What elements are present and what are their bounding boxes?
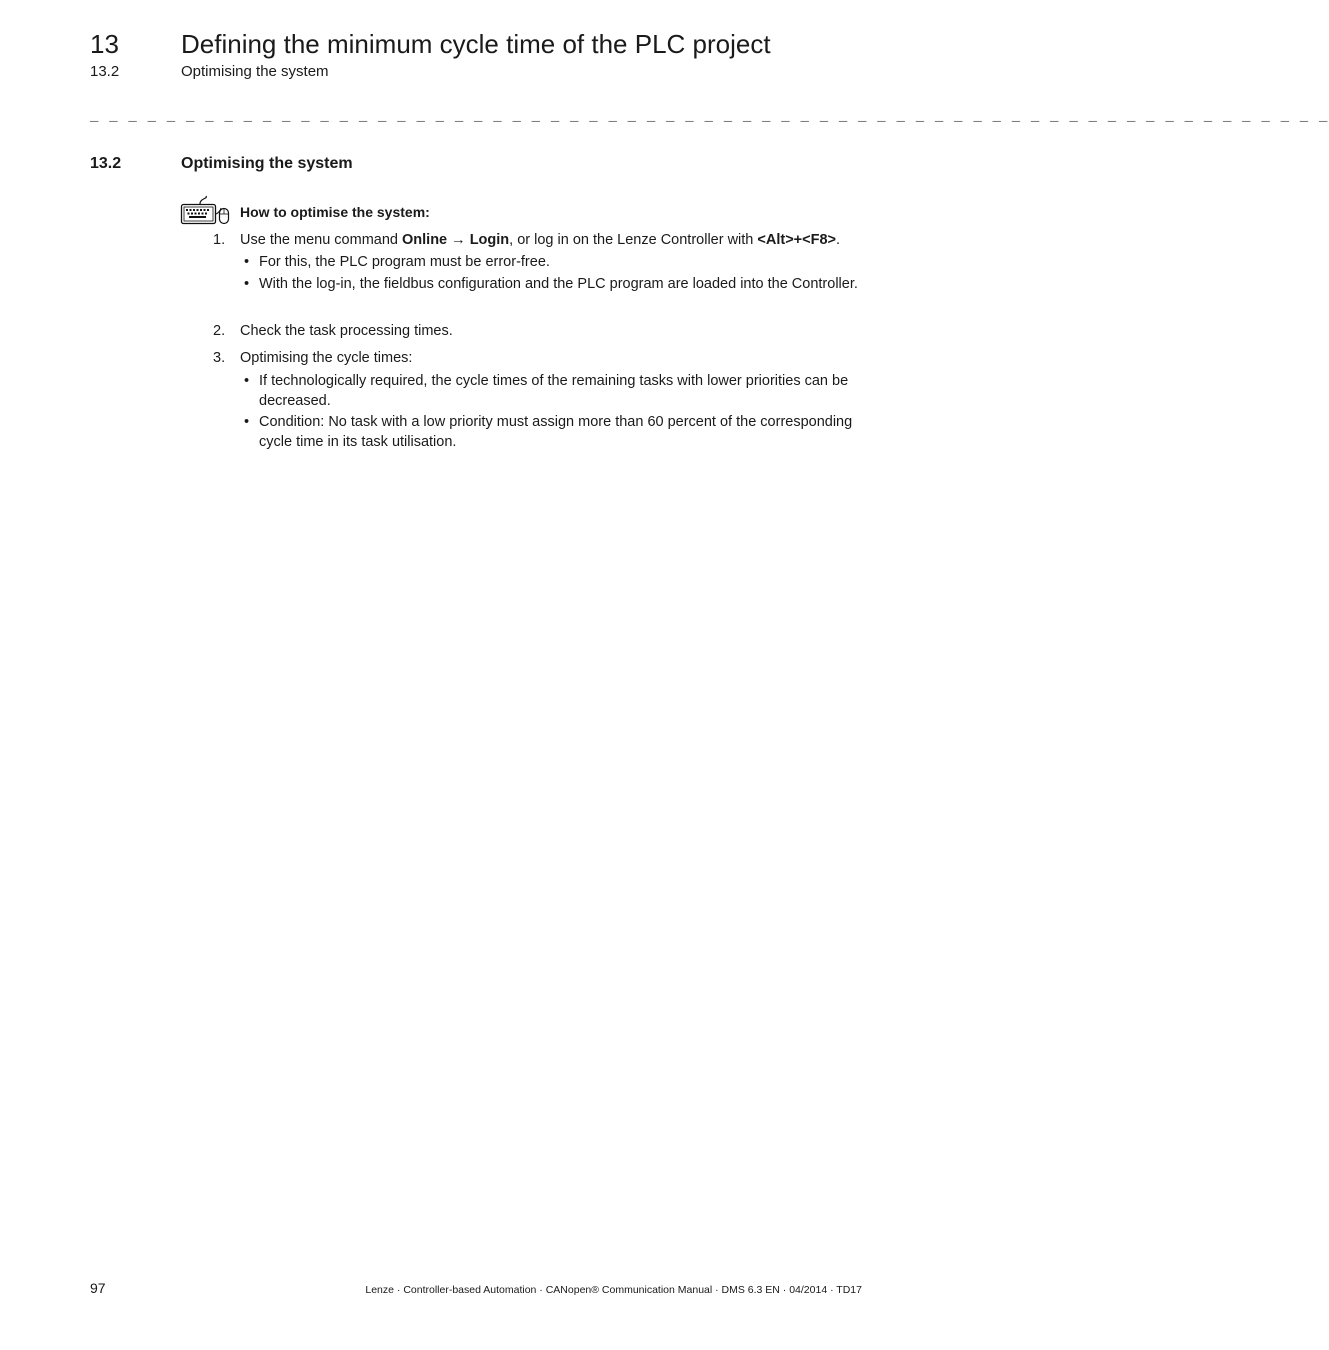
step-text: Check the task processing times. bbox=[240, 323, 453, 339]
bullet-symbol: • bbox=[244, 373, 250, 389]
step-text: Optimising the cycle times: bbox=[240, 350, 413, 366]
step-number: 1. bbox=[213, 232, 226, 248]
menu-command: Online bbox=[402, 232, 448, 248]
bullet-text: If technologically required, the cycle times of the remaining tasks with lower priorities can be decreased. bbox=[259, 373, 849, 409]
footer-text: Lenze · Controller-based Automation · CANopen® Communication Manual · DMS 6.3 EN · 04/2014 · TD17 bbox=[365, 1284, 862, 1296]
step-number: 3. bbox=[213, 350, 226, 366]
header-section-title: Optimising the system bbox=[181, 63, 329, 80]
bullet-symbol: • bbox=[244, 414, 250, 430]
bullet-text: For this, the PLC program must be error-free. bbox=[259, 254, 550, 270]
header-section-number: 13.2 bbox=[90, 63, 120, 80]
howto-heading: How to optimise the system: bbox=[240, 204, 430, 220]
bullet-symbol: • bbox=[244, 276, 250, 292]
keyboard-shortcut: <Alt>+<F8> bbox=[757, 232, 836, 248]
section-number: 13.2 bbox=[90, 155, 122, 172]
bullet-symbol: • bbox=[244, 254, 250, 270]
section-title: Optimising the system bbox=[181, 155, 353, 172]
bullet-text: Condition: No task with a low priority must assign more than 60 percent of the corresponding cycle time in its task utilisation. bbox=[259, 414, 853, 450]
header-separator: _ _ _ _ _ _ _ _ _ _ _ _ _ _ _ _ _ _ _ _ _ _ _ _ _ _ _ _ _ _ _ _ _ _ _ _ _ _ _ _ _ _ _ _ _ _ _ _ _ _ _ _ _ _ _ _ _ _ _ _ _ _ _ _ _ bbox=[90, 109, 1329, 125]
chapter-number: 13 bbox=[90, 29, 119, 59]
menu-arrow: → bbox=[451, 232, 466, 248]
page-number: 97 bbox=[90, 1280, 106, 1296]
chapter-title: Defining the minimum cycle time of the PLC project bbox=[181, 29, 771, 59]
bullet-text: With the log-in, the fieldbus configuration and the PLC program are loaded into the Controller. bbox=[259, 276, 858, 292]
step-text bbox=[240, 231, 840, 249]
step-text-part: Use the menu command bbox=[240, 232, 402, 248]
keyboard-mouse-icon bbox=[180, 196, 232, 226]
step-number: 2. bbox=[213, 323, 226, 339]
step-text-part: , or log in on the Lenze Controller with bbox=[509, 232, 758, 248]
step-text-part: . bbox=[836, 232, 841, 248]
menu-item: Login bbox=[469, 232, 510, 248]
